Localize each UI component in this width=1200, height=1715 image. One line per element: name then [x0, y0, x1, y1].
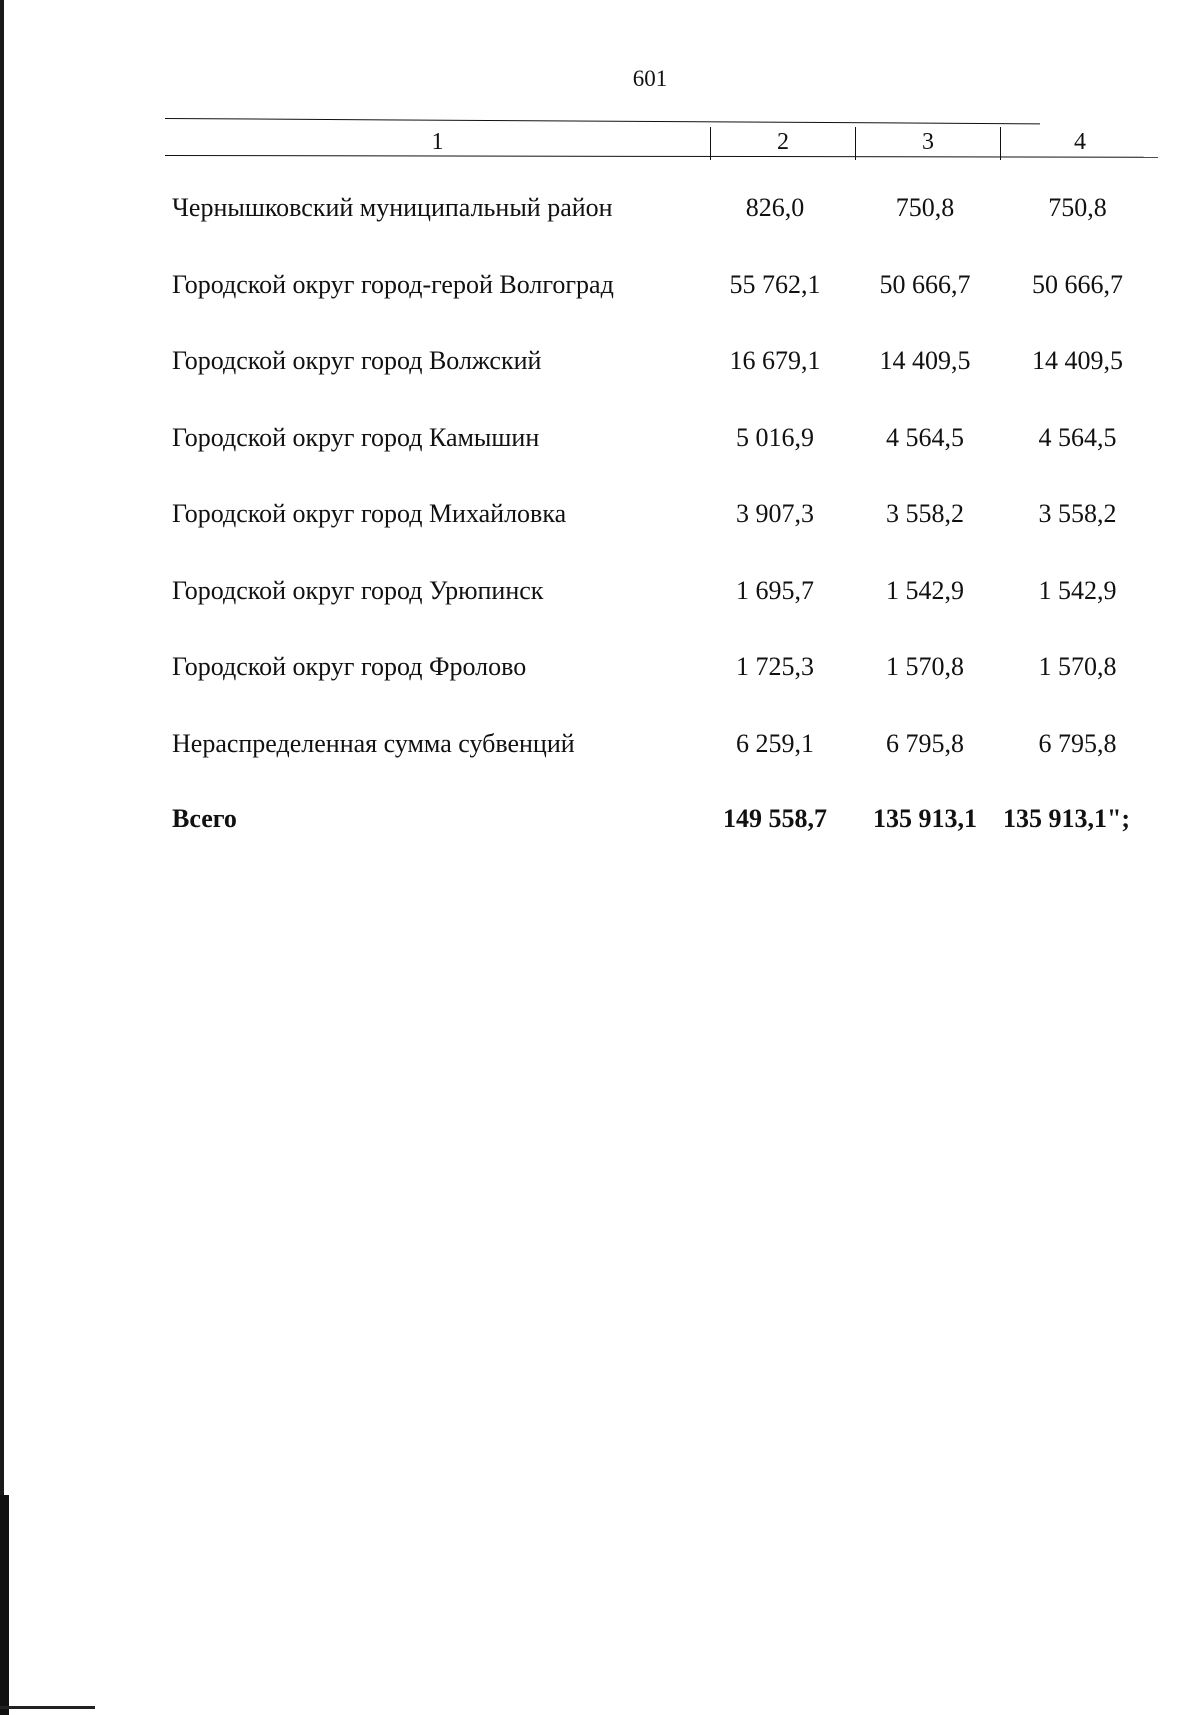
row-value-col-4: 50 666,7: [1032, 270, 1123, 299]
row-name: Чернышковский муниципальный район: [172, 193, 613, 222]
table-row: [0, 492, 1200, 536]
total-value-col-3: 135 913,1: [873, 804, 977, 833]
row-value-col-2: 3 907,3: [736, 499, 814, 528]
table-row: [0, 645, 1200, 689]
row-value-col-3: 14 409,5: [879, 346, 971, 375]
table-row: [0, 339, 1200, 383]
scan-edge-bottom-left: [0, 1495, 9, 1715]
row-value-col-3: 750,8: [895, 193, 955, 222]
header-top-rule: [165, 118, 1040, 124]
row-value-col-3: 1 542,9: [886, 576, 964, 605]
row-value-col-4: 1 542,9: [1038, 576, 1117, 605]
row-value-col-2: 1 695,7: [736, 576, 814, 605]
row-name: Городской округ город Урюпинск: [172, 576, 544, 605]
row-value-col-2: 6 259,1: [736, 729, 814, 758]
row-name: Городской округ город Волжский: [172, 346, 542, 375]
row-value-col-3: 1 570,8: [886, 652, 964, 681]
row-name: Нераспределенная сумма субвенций: [172, 729, 575, 758]
table-row: [0, 722, 1200, 766]
row-name: Городской округ город Михайловка: [172, 499, 567, 528]
scan-edge-foot: [0, 1706, 95, 1709]
total-value-col-4: 135 913,1";: [1003, 804, 1131, 833]
row-value-col-4: 1 570,8: [1038, 652, 1117, 681]
row-value-col-3: 6 795,8: [886, 729, 964, 758]
header-col-3: 3: [922, 129, 934, 155]
table-row: [0, 416, 1200, 460]
header-col-4: 4: [1074, 129, 1086, 155]
row-name: Городской округ город Фролово: [172, 652, 527, 681]
row-value-col-2: 16 679,1: [729, 346, 821, 375]
table-row: [0, 186, 1200, 230]
header-col-2: 2: [777, 129, 789, 155]
page-number: 601: [632, 66, 668, 91]
row-value-col-3: 4 564,5: [886, 423, 964, 452]
row-value-col-2: 1 725,3: [736, 652, 814, 681]
total-label: Всего: [172, 804, 237, 833]
header-divider-3: [1000, 127, 1001, 160]
table-row-total: [0, 797, 1200, 841]
scan-edge-left: [0, 0, 4, 1715]
row-value-col-4: 4 564,5: [1038, 423, 1117, 452]
row-value-col-4: 6 795,8: [1038, 729, 1117, 758]
row-value-col-3: 50 666,7: [879, 270, 971, 299]
row-value-col-4: 3 558,2: [1038, 499, 1117, 528]
total-value-col-2: 149 558,7: [723, 804, 827, 833]
header-divider-2: [855, 127, 856, 160]
header-col-1: 1: [431, 129, 444, 155]
row-value-col-4: 14 409,5: [1032, 346, 1123, 375]
row-value-col-2: 5 016,9: [736, 423, 814, 452]
table-row: [0, 263, 1200, 307]
row-name: Городской округ город Камышин: [172, 423, 540, 452]
table-row: [0, 569, 1200, 613]
row-name: Городской округ город-герой Волгоград: [172, 270, 614, 299]
row-value-col-2: 826,0: [745, 193, 805, 222]
row-value-col-3: 3 558,2: [886, 499, 964, 528]
row-value-col-2: 55 762,1: [729, 270, 821, 299]
row-value-col-4: 750,8: [1048, 193, 1107, 222]
